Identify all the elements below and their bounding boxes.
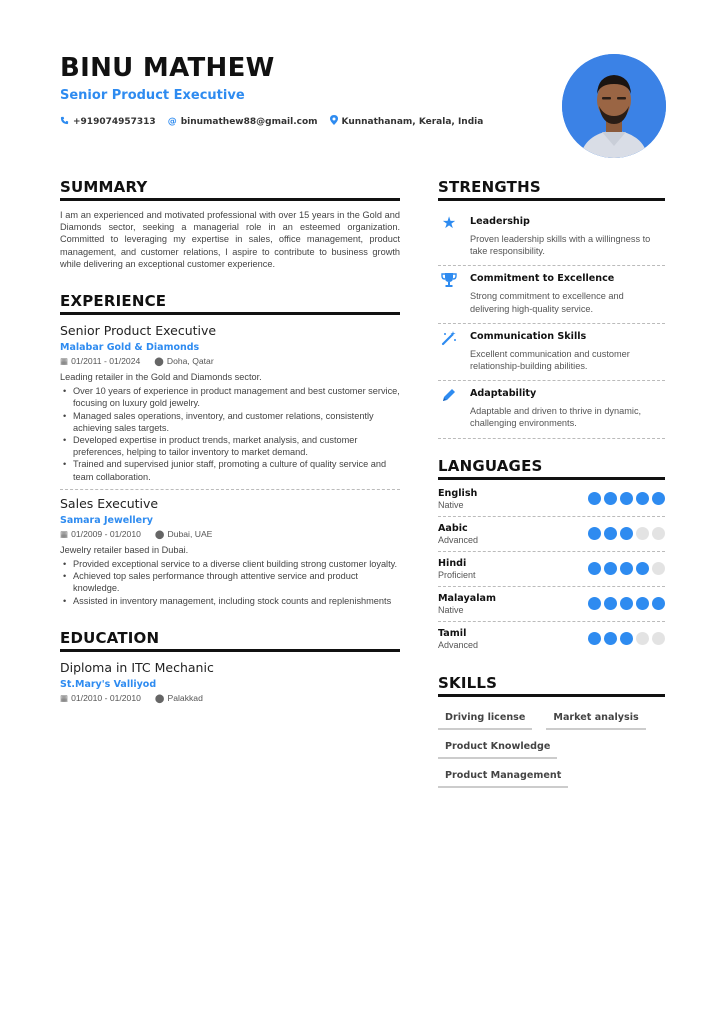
education-entry — [60, 660, 400, 704]
magic-wand-icon — [438, 330, 460, 372]
summary-heading: SUMMARY — [60, 178, 400, 201]
dot-filled — [588, 527, 601, 540]
language-name: Aabic — [438, 522, 468, 534]
job-dates: 01/2011 - 01/2024 — [71, 356, 141, 367]
strength-item — [438, 266, 665, 323]
dot-filled — [652, 492, 665, 505]
job-description: Leading retailer in the Gold and Diamonds sector. — [60, 372, 262, 383]
email-address: binumathew88@gmail.com — [180, 116, 318, 127]
language-level: Native — [438, 499, 464, 510]
language-name: Malayalam — [438, 592, 496, 604]
bullet-item: • Developed expertise in product trends, market analysis, and customer preferences, helping to tailor inventory to market demand. — [60, 434, 400, 458]
dot-filled — [604, 597, 617, 610]
location-contact — [330, 115, 484, 128]
phone-icon — [60, 116, 69, 128]
strength-item — [438, 209, 665, 266]
skills-heading: SKILLS — [438, 674, 665, 697]
languages-list — [438, 482, 665, 656]
language-name: Hindi — [438, 557, 467, 569]
proficiency-dots — [588, 492, 665, 505]
strength-item — [438, 324, 665, 381]
location-pin-icon — [330, 115, 338, 128]
calendar-icon: ▦ — [60, 356, 69, 367]
bullet-item: • Provided exceptional service to a diverse client building strong customer loyalty. — [60, 558, 400, 570]
job-entry — [60, 496, 400, 607]
candidate-name: BINU MATHEW — [60, 53, 275, 83]
dot-filled — [636, 562, 649, 575]
dot-filled — [604, 562, 617, 575]
dot-filled — [588, 492, 601, 505]
proficiency-dots — [588, 562, 665, 575]
experience-heading: EXPERIENCE — [60, 292, 400, 315]
strengths-heading: STRENGTHS — [438, 178, 665, 201]
calendar-icon: ▦ — [60, 692, 69, 703]
bullet-item: • Over 10 years of experience in product management and best customer service, focusing on luxury gold jewelry. — [60, 385, 400, 409]
proficiency-dots — [588, 632, 665, 645]
language-item — [438, 552, 665, 587]
resume-header — [60, 52, 540, 128]
language-level: Native — [438, 604, 464, 615]
dot-filled — [620, 527, 633, 540]
strength-desc: Excellent communication and customer relationship-building abilities. — [470, 348, 630, 372]
dot-filled — [604, 527, 617, 540]
strength-desc: Adaptable and driven to thrive in dynamic, challenging environments. — [470, 406, 642, 429]
education-heading: EDUCATION — [60, 629, 400, 652]
job-dates: 01/2009 - 01/2010 — [71, 528, 141, 539]
right-column — [438, 178, 665, 788]
dot-filled — [588, 562, 601, 575]
skill-tag: Market analysis — [546, 709, 645, 730]
dot-empty — [652, 562, 665, 575]
job-entry — [60, 323, 400, 483]
job-bullets — [60, 558, 400, 607]
location-pin-icon: ⬤ — [154, 528, 165, 539]
trophy-icon — [438, 272, 460, 314]
language-item — [438, 587, 665, 622]
calendar-icon: ▦ — [60, 528, 69, 539]
skill-tag: Product Management — [438, 767, 568, 788]
job-role: Senior Product Executive — [60, 323, 217, 339]
education-meta — [60, 693, 400, 704]
dot-empty — [652, 527, 665, 540]
dot-filled — [652, 597, 665, 610]
language-level: Proficient — [438, 569, 476, 580]
strength-title: Adaptability — [470, 388, 537, 400]
skill-tag: Product Knowledge — [438, 738, 557, 759]
job-role: Sales Executive — [60, 495, 159, 511]
languages-heading: LANGUAGES — [438, 457, 665, 480]
job-location: Dubai, UAE — [167, 528, 213, 539]
dot-empty — [636, 527, 649, 540]
bullet-item: • Achieved top sales performance through attentive service and product knowledge. — [60, 570, 400, 594]
job-meta — [60, 356, 400, 367]
dot-filled — [588, 632, 601, 645]
left-column — [60, 178, 400, 710]
job-bullets — [60, 385, 400, 483]
company-name: Malabar Gold & Diamonds — [60, 342, 200, 354]
company-name: Samara Jewellery — [60, 514, 153, 526]
phone-number: +919074957313 — [73, 116, 156, 127]
dot-empty — [636, 632, 649, 645]
strength-title: Leadership — [470, 216, 530, 227]
location-pin-icon: ⬤ — [154, 692, 165, 703]
strength-title: Commitment to Excellence — [470, 273, 615, 285]
education-dates: 01/2010 - 01/2010 — [71, 692, 141, 703]
education-location: Palakkad — [167, 692, 203, 703]
dot-filled — [620, 562, 633, 575]
proficiency-dots — [588, 597, 665, 610]
bullet-item: • Assisted in inventory management, including stock counts and replenishments — [60, 595, 400, 607]
summary-text: I am an experienced and motivated professional with over 15 years in the Gold and Diamonds sector, seeking a managerial role in an esteemed organization. Committed to leveraging my expertise in sales, office management, product management, and customer relations, I aspire to contribute to business growth while delivering an exceptional customer experience. — [60, 210, 400, 269]
location-text: Kunnathanam, Kerala, India — [341, 116, 484, 127]
strength-desc: Proven leadership skills with a willingness to take responsibility. — [470, 234, 651, 257]
job-meta — [60, 529, 400, 540]
language-level: Advanced — [438, 534, 479, 545]
dot-filled — [588, 597, 601, 610]
dot-filled — [620, 597, 633, 610]
proficiency-dots — [588, 527, 665, 540]
location-pin-icon: ⬤ — [154, 356, 164, 367]
language-item — [438, 622, 665, 656]
candidate-title: Senior Product Executive — [60, 88, 245, 103]
skills-list — [438, 705, 665, 788]
strength-desc: Strong commitment to excellence and delivering high-quality service. — [470, 291, 624, 314]
language-item — [438, 517, 665, 552]
language-item — [438, 482, 665, 517]
dot-filled — [604, 632, 617, 645]
dot-filled — [636, 597, 649, 610]
pen-icon — [438, 387, 460, 429]
star-icon: ★ — [441, 215, 457, 232]
email-contact[interactable] — [168, 115, 318, 128]
dot-filled — [604, 492, 617, 505]
profile-photo — [562, 54, 666, 158]
dot-filled — [620, 632, 633, 645]
degree-name: Diploma in ITC Mechanic — [60, 659, 214, 675]
job-location: Doha, Qatar — [166, 356, 214, 367]
language-level: Advanced — [438, 639, 479, 650]
bullet-item: • Managed sales operations, inventory, and customer relations, consistently achieving sales targets. — [60, 410, 400, 434]
phone-contact[interactable] — [60, 115, 156, 128]
skill-tag: Driving license — [438, 709, 532, 730]
at-icon: @ — [167, 116, 177, 127]
dot-filled — [620, 492, 633, 505]
job-description: Jewelry retailer based in Dubai. — [60, 544, 189, 555]
dot-empty — [652, 632, 665, 645]
bullet-item: • Trained and supervised junior staff, promoting a culture of quality service and team collaboration. — [60, 458, 400, 482]
strength-title: Communication Skills — [470, 330, 587, 342]
contact-info — [60, 115, 540, 128]
dot-filled — [636, 492, 649, 505]
school-name: St.Mary's Valliyod — [60, 678, 157, 690]
language-name: English — [438, 487, 478, 499]
language-name: Tamil — [438, 627, 467, 639]
strength-item — [438, 381, 665, 438]
divider — [60, 489, 400, 490]
